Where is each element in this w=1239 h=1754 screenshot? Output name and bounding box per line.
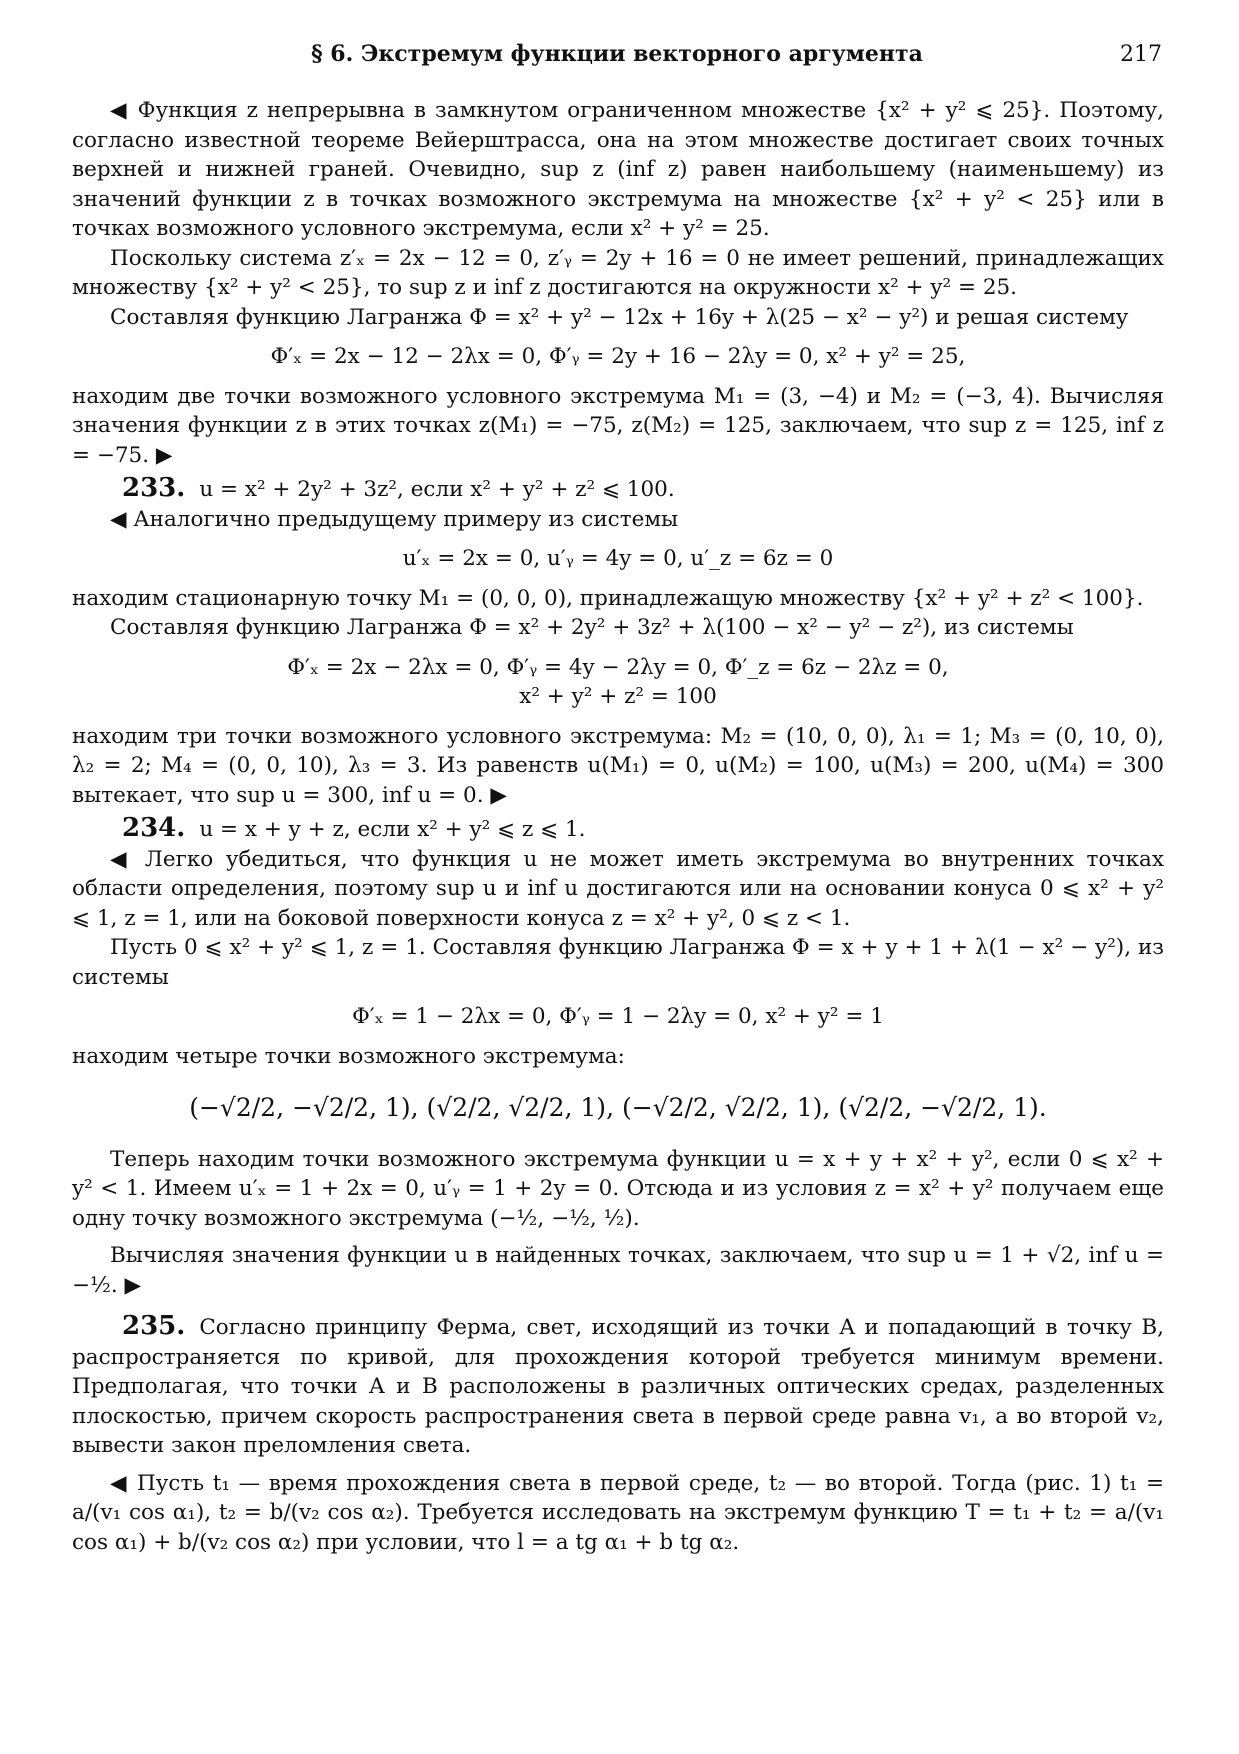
paragraph: ◀ Легко убедиться, что функция u не может иметь экстремума во внутренних точках области определения, поэтому sup u и inf u достигаются или на основании конуса 0 ⩽ x² + y² ⩽ 1, z = 1, или на боковой поверхности конуса z = x² + y², 0 ⩽ z < 1. [72, 846, 1164, 931]
paragraph: Составляя функцию Лагранжа Φ = x² + 2y² + 3z² + λ(100 − x² − y² − z²), из системы [110, 615, 1074, 640]
paragraph: Пусть 0 ⩽ x² + y² ⩽ 1, z = 1. Составляя функцию Лагранжа Φ = x + y + 1 + λ(1 − x² − y²), из системы [72, 935, 1164, 990]
spacer [72, 1233, 1164, 1241]
page-number: 217 [1120, 42, 1162, 67]
display-equation: Φ′ₓ = 1 − 2λx = 0, Φ′ᵧ = 1 − 2λy = 0, x² + y² = 1 [352, 1004, 884, 1029]
problem-statement: u = x² + 2y² + 3z², если x² + y² + z² ⩽ 100. [199, 477, 675, 502]
running-header [72, 40, 1162, 72]
problem-statement: u = x + y + z, если x² + y² ⩽ z ⩽ 1. [199, 817, 586, 842]
display-equation: Φ′ₓ = 2x − 12 − 2λx = 0, Φ′ᵧ = 2y + 16 − 2λy = 0, x² + y² = 25, [270, 344, 966, 369]
paragraph: Поскольку система z′ₓ = 2x − 12 = 0, z′ᵧ = 2y + 16 = 0 не имеет решений, принадлежащих множеству {x² + y² < 25}, то sup z и inf z достигаются на окружности x² + y² = 25. [72, 245, 1164, 300]
paragraph: Теперь находим точки возможного экстремума функции u = x + y + x² + y², если 0 ⩽ x² + y² < 1. Имеем u′ₓ = 1 + 2x = 0, u′ᵧ = 1 + 2y = 0. Отсюда и из условия z = x² + y² получаем еще одну точку возможного экстремума (−½, −½, ½). [72, 1146, 1164, 1231]
problem-234 [72, 814, 1164, 845]
display-equation: Φ′ₓ = 2x − 2λx = 0, Φ′ᵧ = 4y − 2λy = 0, Φ′_z = 6z − 2λz = 0, [287, 654, 949, 680]
spacer [72, 1461, 1164, 1469]
paragraph: находим две точки возможного условного экстремума M₁ = (3, −4) и M₂ = (−3, 4). Вычисляя значения функции z в этих точках z(M₁) = −75, z(M₂) = 125, заключаем, что sup z = 125, inf z = −75. ▶ [72, 383, 1164, 468]
paragraph: находим три точки возможного условного экстремума: M₂ = (10, 0, 0), λ₁ = 1; M₃ = (0, 10, 0), λ₂ = 2; M₄ = (0, 0, 10), λ₃ = 3. Из равенств u(M₁) = 0, u(M₂) = 100, u(M₃) = 200, u(M₄) = 300 вытекает, что sup u = 300, inf u = 0. ▶ [72, 723, 1164, 808]
display-equation: (−√2/2, −√2/2, 1), (√2/2, √2/2, 1), (−√2/2, √2/2, 1), (√2/2, −√2/2, 1). [189, 1093, 1047, 1122]
paragraph: Вычисляя значения функции u в найденных точках, заключаем, что sup u = 1 + √2, inf u = −½. ▶ [72, 1243, 1164, 1298]
paragraph: ◀ Аналогично предыдущему примеру из системы [110, 506, 679, 532]
paragraph: ◀ Пусть t₁ — время прохождения света в первой среде, t₂ — во второй. Тогда (рис. 1) t₁ = a/(v₁ cos α₁), t₂ = b/(v₂ cos α₂). Требуется исследовать на экстремум функцию T = t₁ + t₂ = a/(v₁ cos α₁) + b/(v₂ cos α₂) при условии, что l = a tg α₁ + b tg α₂. [72, 1470, 1164, 1555]
paragraph: находим стационарную точку M₁ = (0, 0, 0), принадлежащую множеству {x² + y² + z² < 100}. [72, 585, 1144, 611]
problem-number: 233. [122, 473, 186, 503]
problem-233 [72, 474, 1164, 505]
problem-number: 234. [122, 813, 186, 843]
problem-235 [72, 1312, 1164, 1461]
paragraph: находим четыре точки возможного экстремума: [72, 1043, 625, 1069]
paragraph: Составляя функцию Лагранжа Φ = x² + y² − 12x + 16y + λ(25 − x² − y²) и решая систему [110, 304, 1129, 330]
problem-statement: Согласно принципу Ферма, свет, исходящий из точки A и попадающий в точку B, распространяется по кривой, для прохождения которой требуется минимум времени. Предполагая, что точки A и B расположены в различных оптических средах, разделенных плоскостью, причем скорость распространения света в первой среде равна v₁, а во второй v₂, вывести закон преломления света. [72, 1315, 1164, 1458]
display-equation: u′ₓ = 2x = 0, u′ᵧ = 4y = 0, u′_z = 6z = 0 [402, 546, 834, 571]
section-title: § 6. Экстремум функции векторного аргумента [311, 41, 923, 67]
problem-number: 235. [122, 1311, 186, 1341]
paragraph: ◀ Функция z непрерывна в замкнутом ограниченном множестве {x² + y² ⩽ 25}. Поэтому, согласно известной теореме Вейерштрасса, она на этом множестве достигает своих точных верхней и нижней граней. Очевидно, sup z (inf z) равен наибольшему (наименьшему) из значений функции z в точках возможного экстремума на множестве {x² + y² < 25} или в точках возможного условного экстремума, если x² + y² = 25. [72, 98, 1164, 241]
spacer [72, 1300, 1164, 1308]
page-body [72, 96, 1164, 1557]
display-equation: x² + y² + z² = 100 [519, 684, 717, 709]
